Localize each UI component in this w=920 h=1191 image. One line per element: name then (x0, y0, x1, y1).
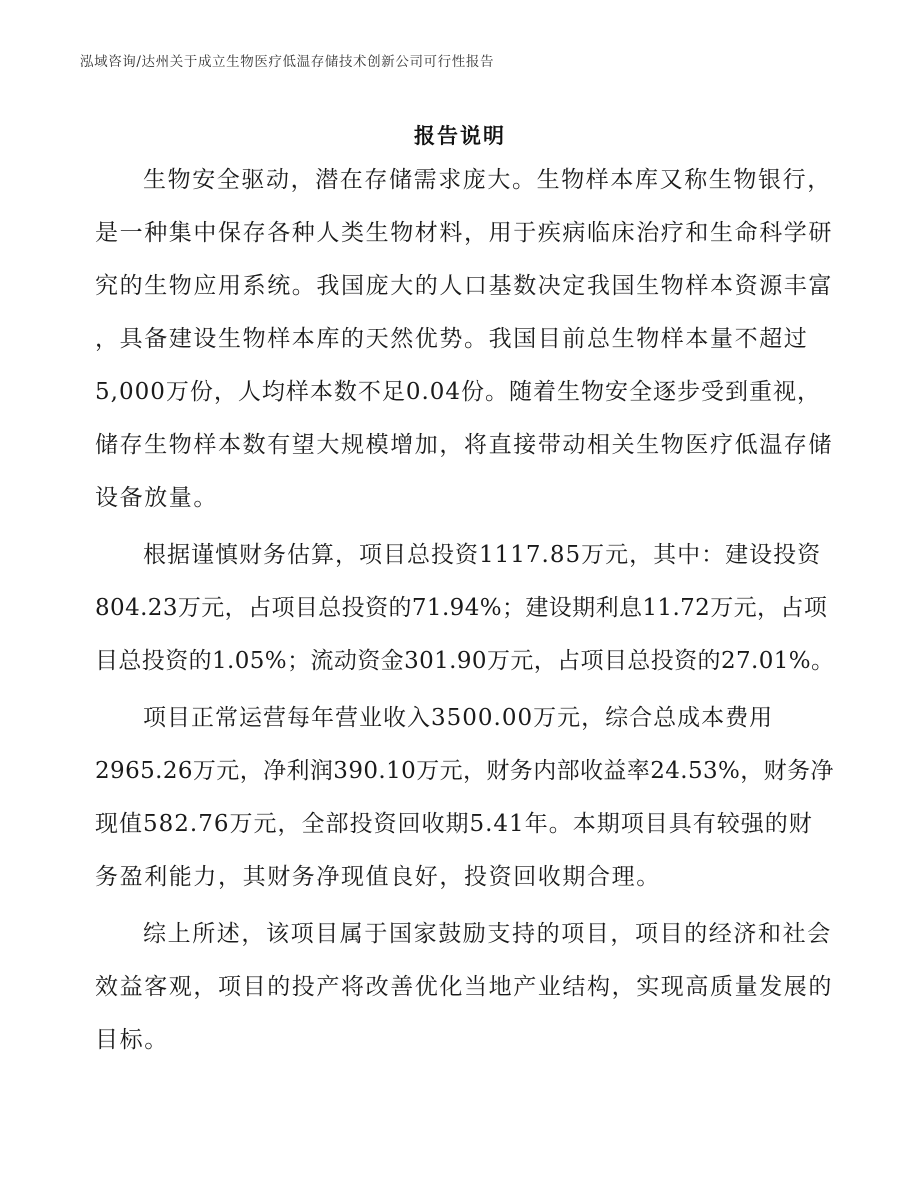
text-line: 务盈利能力，其财务净现值良好，投资回收期合理。 (95, 864, 661, 890)
text-line: 效益客观，项目的投产将改善优化当地产业结构，实现高质量发展的 (95, 974, 833, 1000)
text-line: 5,000万份，人均样本数不足0.04份。随着生物安全逐步受到重视， (95, 379, 822, 405)
text-line: 根据谨慎财务估算，项目总投资1117.85万元，其中：建设投资 (143, 542, 822, 568)
text-line: 设备放量。 (95, 485, 218, 511)
text-line: 生物安全驱动，潜在存储需求庞大。生物样本库又称生物银行， (143, 167, 832, 193)
running-header: 泓域咨询/达州关于成立生物医疗低温存储技术创新公司可行性报告 (80, 54, 495, 70)
text-line: 究的生物应用系统。我国庞大的人口基数决定我国生物样本资源丰富 (95, 273, 833, 299)
text-line: 804.23万元，占项目总投资的71.94%；建设期利息11.72万元，占项 (95, 595, 828, 621)
text-line: ，具备建设生物样本库的天然优势。我国目前总生物样本量不超过 (95, 326, 809, 352)
text-line: 储存生物样本数有望大规模增加，将直接带动相关生物医疗低温存储 (95, 432, 833, 458)
text-line: 目标。 (95, 1027, 169, 1053)
text-line: 现值582.76万元，全部投资回收期5.41年。本期项目具有较强的财 (95, 811, 813, 837)
text-line: 综上所述，该项目属于国家鼓励支持的项目，项目的经济和社会 (143, 921, 832, 947)
text-line: 是一种集中保存各种人类生物材料，用于疾病临床治疗和生命科学研 (95, 220, 833, 246)
text-line: 项目正常运营每年营业收入3500.00万元，综合总成本费用 (143, 705, 774, 731)
page-title: 报告说明 (414, 123, 506, 148)
text-line: 2965.26万元，净利润390.10万元，财务内部收益率24.53%，财务净 (95, 758, 834, 784)
text-line: 目总投资的1.05%；流动资金301.90万元，占项目总投资的27.01%。 (95, 648, 835, 674)
